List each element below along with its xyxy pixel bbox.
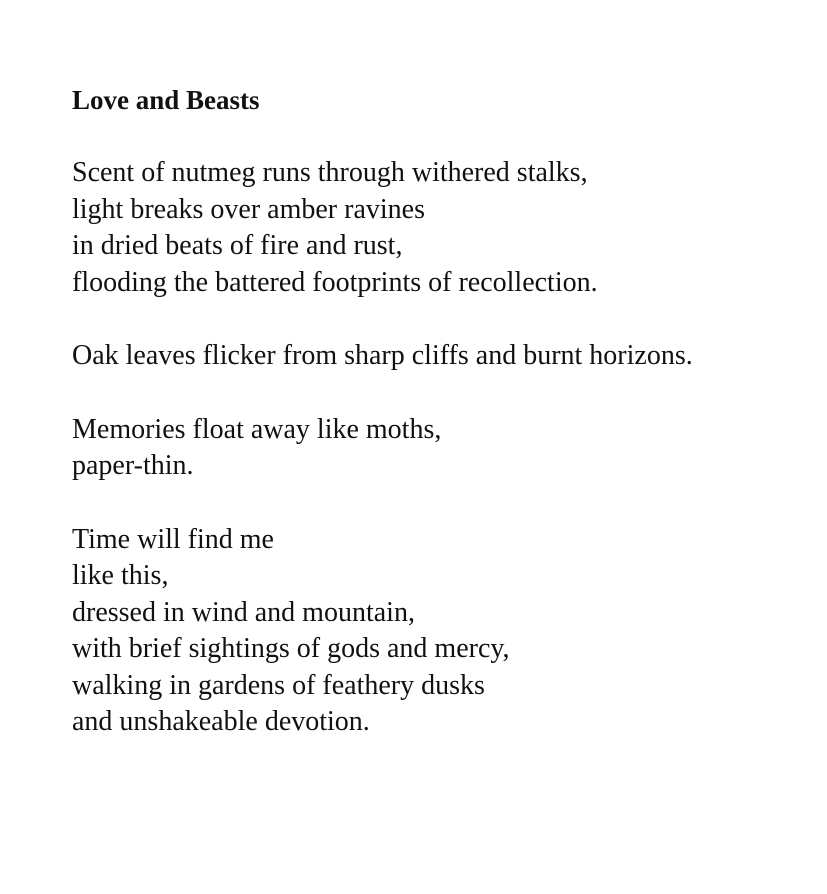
- poem-line: walking in gardens of feathery dusks: [72, 669, 485, 701]
- stanza-3: [72, 412, 812, 485]
- poem-line: dressed in wind and mountain,: [72, 596, 415, 628]
- poem-page: [72, 82, 812, 778]
- poem-line: with brief sightings of gods and mercy,: [72, 633, 510, 664]
- poem-title: Love and Beasts: [72, 85, 260, 115]
- poem-line: paper-thin.: [72, 450, 194, 481]
- poem-line: like this,: [72, 560, 169, 591]
- poem-line: Oak leaves flicker from sharp cliffs and burnt horizons.: [72, 340, 693, 371]
- poem-line: Time will find me: [72, 523, 274, 555]
- poem-line: in dried beats of fire and rust,: [72, 230, 403, 261]
- poem-line: flooding the battered footprints of recollection.: [72, 266, 598, 298]
- poem-line: Memories float away like moths,: [72, 413, 442, 445]
- poem-line: Scent of nutmeg runs through withered stalks,: [72, 157, 588, 188]
- stanza-4: [72, 522, 812, 741]
- poem-line: light breaks over amber ravines: [72, 193, 425, 225]
- poem-line: and unshakeable devotion.: [72, 706, 370, 737]
- stanza-2: [72, 338, 812, 375]
- stanza-1: [72, 155, 812, 301]
